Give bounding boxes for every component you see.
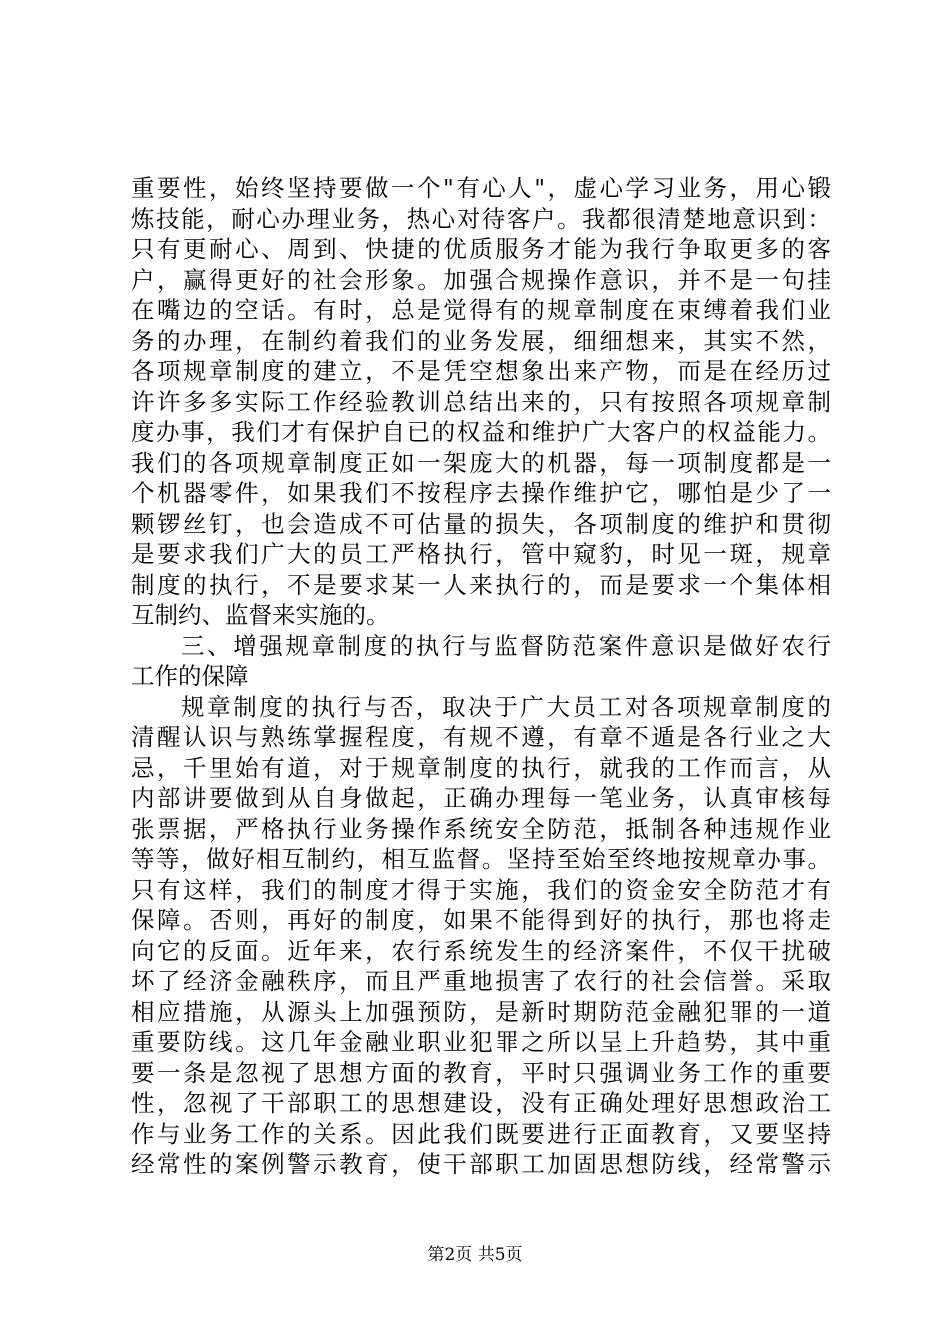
page-number-footer: 第2页 共5页 [427,1245,523,1265]
text-line: 张票据，严格执行业务操作系统安全防范，抵制各种违规作业 [131,814,831,843]
text-line: 保障。否则，再好的制度，如果不能得到好的执行，那也将走 [131,906,831,934]
text-line: 作与业务工作的关系。因此我们既要进行正面教育，又要坚持 [131,1119,831,1148]
text-line: 内部讲要做到从自身做起，正确办理每一笔业务，认真审核每 [131,784,831,812]
text-line: 要一条是忽视了思想方面的教育，平时只强调业务工作的重要 [131,1058,831,1087]
text-line: 各项规章制度的建立，不是凭空想象出来产物，而是在经历过 [131,357,831,385]
text-line: 炼技能，耐心办理业务，热心对待客户。我都很清楚地意识到： [131,204,831,233]
text-line: 向它的反面。近年来，农行系统发生的经济案件，不仅干扰破 [131,936,831,965]
text-line: 忌，千里始有道，对于规章制度的执行，就我的工作而言，从 [131,753,831,782]
text-line: 相应措施，从源头上加强预防，是新时期防范金融犯罪的一道 [131,997,831,1026]
section-heading-continued: 工作的保障 [131,662,249,690]
body-text [131,173,831,1180]
text-line: 重要防线。这几年金融业职业犯罪之所以呈上升趋势，其中重 [131,1028,831,1056]
text-line: 等等，做好相互制约，相互监督。坚持至始至终地按规章办事。 [131,845,831,873]
text-line: 在嘴边的空话。有时，总是觉得有的规章制度在束缚着我们业 [131,296,831,324]
text-line: 颗锣丝钉，也会造成不可估量的损失，各项制度的维护和贯彻 [131,509,831,538]
text-line: 户，赢得更好的社会形象。加强合规操作意识，并不是一句挂 [131,265,831,294]
paragraph-start: 规章制度的执行与否，取决于广大员工对各项规章制度的 [181,692,831,721]
text-line: 我们的各项规章制度正如一架庞大的机器，每一项制度都是一 [131,448,831,477]
text-line: 是要求我们广大的员工严格执行，管中窥豹，时见一斑，规章 [131,540,831,568]
text-line: 清醒认识与熟练掌握程度，有规不遵，有章不遁是各行业之大 [131,723,831,751]
text-line: 制度的执行，不是要求某一人来执行的，而是要求一个集体相 [131,570,831,599]
text-line: 互制约、监督来实施的。 [131,601,390,629]
text-line: 经常性的案例警示教育，使干部职工加固思想防线，经常警示 [131,1150,831,1178]
text-line: 个机器零件，如果我们不按程序去操作维护它，哪怕是少了一 [131,479,831,507]
text-line: 许许多多实际工作经验教训总结出来的，只有按照各项规章制 [131,387,831,416]
text-line: 度办事，我们才有保护自已的权益和维护广大客户的权益能力。 [131,418,831,446]
text-line: 重要性，始终坚持要做一个"有心人"，虚心学习业务，用心锻 [131,174,831,202]
text-line: 务的办理，在制约着我们的业务发展，细细想来，其实不然， [131,326,831,355]
text-line: 性，忽视了干部职工的思想建设，没有正确处理好思想政治工 [131,1089,831,1117]
text-line: 坏了经济金融秩序，而且严重地损害了农行的社会信誉。采取 [131,967,831,995]
text-line: 只有这样，我们的制度才得于实施，我们的资金安全防范才有 [131,875,831,904]
section-heading: 三、增强规章制度的执行与监督防范案件意识是做好农行 [181,631,831,660]
text-line: 只有更耐心、周到、快捷的优质服务才能为我行争取更多的客 [131,235,831,263]
